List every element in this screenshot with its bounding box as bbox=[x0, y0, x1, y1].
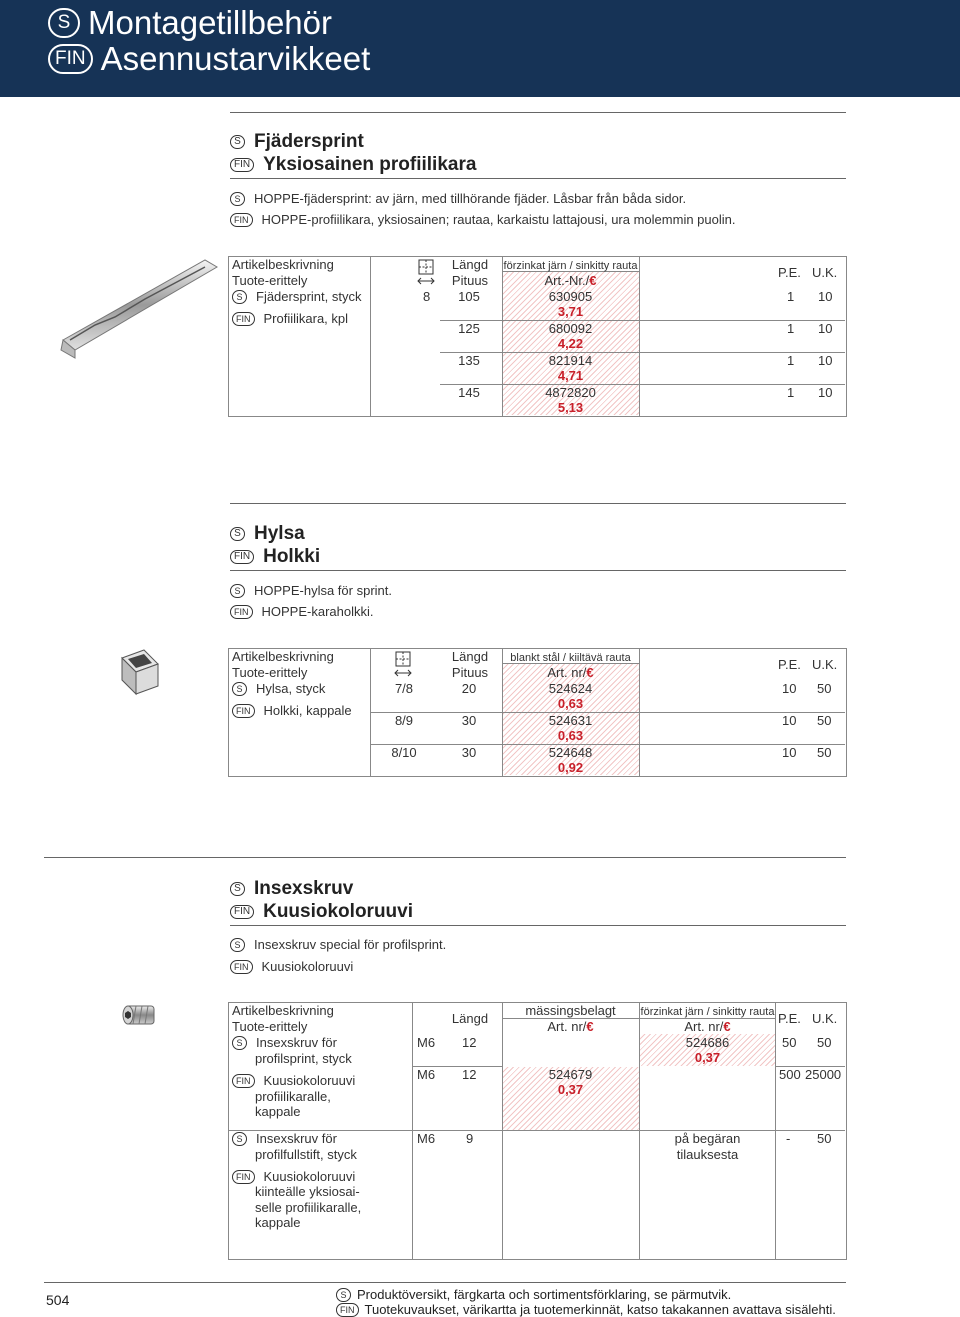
page-header bbox=[0, 0, 960, 97]
lang-badge-fin: FIN bbox=[230, 905, 254, 919]
dimension-square-icon bbox=[417, 259, 435, 287]
length-value: 105 bbox=[458, 289, 480, 304]
dimension-value: M6 bbox=[417, 1067, 436, 1082]
title-text: Yksiosainen profiilikara bbox=[263, 154, 477, 175]
euro-icon: € bbox=[723, 1019, 731, 1034]
length-value: 135 bbox=[458, 353, 480, 368]
article-number: 524631 bbox=[548, 713, 593, 728]
col-header-material: blankt stål / kiiltävä rauta bbox=[510, 652, 631, 664]
lang-badge-fin: FIN bbox=[230, 550, 254, 564]
divider bbox=[44, 857, 846, 858]
description-text: Kuusiokoloruuvi bbox=[261, 959, 354, 974]
divider bbox=[230, 178, 846, 179]
item-text: Holkki, kappale bbox=[263, 703, 352, 718]
lang-badge-s: S bbox=[230, 135, 245, 149]
divider bbox=[230, 570, 846, 571]
col-header-uk: U.K. bbox=[812, 265, 838, 280]
page-number: 504 bbox=[46, 1292, 70, 1308]
lang-badge-s: S bbox=[230, 192, 245, 206]
description-s bbox=[230, 191, 686, 207]
header-title-s bbox=[48, 4, 332, 42]
item-text: Insexskruv för bbox=[256, 1035, 337, 1050]
lang-badge-fin: FIN bbox=[230, 960, 253, 974]
dimension-value: M6 bbox=[417, 1035, 436, 1050]
lang-badge-s: S bbox=[230, 938, 245, 952]
col-header-article-fin: Tuote-erittely bbox=[232, 273, 308, 288]
description-s bbox=[230, 937, 446, 953]
dimension-square-icon bbox=[394, 651, 412, 679]
dimension-value: 8/10 bbox=[391, 745, 417, 760]
dimension-value: M6 bbox=[417, 1131, 436, 1146]
length-value: 9 bbox=[466, 1131, 474, 1146]
euro-icon: € bbox=[586, 665, 594, 680]
col-header-length-fin: Pituus bbox=[451, 665, 489, 680]
dimension-value: 8/9 bbox=[394, 713, 414, 728]
section-title-fin bbox=[230, 900, 413, 923]
price: 0,37 bbox=[557, 1082, 584, 1097]
description-fin bbox=[230, 604, 373, 620]
item-text: selle profiilikaralle, bbox=[255, 1200, 362, 1215]
dimension-value: 7/8 bbox=[394, 681, 414, 696]
sleeve-image bbox=[118, 648, 160, 696]
col-header-length: Längd bbox=[451, 649, 489, 664]
col-header-length-fin: Pituus bbox=[451, 273, 489, 288]
uk-value: 10 bbox=[818, 289, 833, 304]
col-header-artnr bbox=[502, 1019, 639, 1035]
pe-value: 1 bbox=[787, 353, 795, 368]
lang-badge-fin: FIN bbox=[232, 704, 255, 718]
col-header-pe: P.E. bbox=[778, 657, 801, 672]
title-text: Insexskruv bbox=[254, 878, 354, 899]
header-title-text: Asennustarvikkeet bbox=[100, 40, 371, 77]
item-desc-s bbox=[232, 1131, 337, 1147]
article-number: 524686 bbox=[685, 1035, 730, 1050]
dimension-value: 8 bbox=[423, 289, 431, 304]
col-header-pe: P.E. bbox=[778, 265, 801, 280]
col-header-pe: P.E. bbox=[778, 1011, 801, 1026]
item-text: profilfullstift, styck bbox=[255, 1147, 357, 1162]
article-number: 4872820 bbox=[545, 385, 596, 400]
lang-badge-fin: FIN bbox=[230, 605, 253, 619]
item-text: Hylsa, styck bbox=[256, 681, 326, 696]
item-desc-s bbox=[232, 1035, 337, 1051]
section-title-fin bbox=[230, 545, 320, 568]
pe-value: 500 bbox=[779, 1067, 801, 1082]
article-number: 630905 bbox=[548, 289, 593, 304]
lang-badge-fin: FIN bbox=[232, 312, 255, 326]
description-text: Insexskruv special för profilsprint. bbox=[254, 937, 447, 952]
item-desc-fin bbox=[232, 1073, 355, 1089]
item-text: kappale bbox=[255, 1104, 301, 1119]
price: 0,63 bbox=[557, 696, 584, 711]
description-text: HOPPE-hylsa för sprint. bbox=[254, 583, 392, 598]
uk-value: 25000 bbox=[805, 1067, 842, 1082]
section-title-s bbox=[230, 130, 364, 153]
col-header-length: Längd bbox=[451, 257, 489, 272]
footer-divider bbox=[44, 1282, 846, 1283]
footer-text: Produktöversikt, färgkarta och sortimentsförklaring, se pärmutvik. bbox=[357, 1287, 732, 1302]
price: 0,92 bbox=[557, 760, 584, 775]
uk-value: 50 bbox=[817, 681, 832, 696]
item-text: Fjädersprint, styck bbox=[256, 289, 362, 304]
article-number: 524624 bbox=[548, 681, 593, 696]
section-title-fin bbox=[230, 153, 476, 176]
item-text: Kuusiokoloruuvi bbox=[263, 1073, 356, 1088]
item-text: Kuusiokoloruuvi bbox=[263, 1169, 356, 1184]
header-title-fin bbox=[48, 40, 370, 78]
description-text: HOPPE-karaholkki. bbox=[261, 604, 374, 619]
article-number: 680092 bbox=[548, 321, 593, 336]
on-request-label-fin: tilauksesta bbox=[676, 1147, 739, 1162]
artnr-label: Art.-Nr./ bbox=[544, 273, 590, 288]
description-fin bbox=[230, 959, 353, 975]
lang-badge-fin: FIN bbox=[230, 213, 253, 227]
uk-value: 10 bbox=[818, 353, 833, 368]
pe-value: 1 bbox=[787, 289, 795, 304]
lang-badge-s: S bbox=[230, 584, 245, 598]
col-header-artnr bbox=[502, 273, 639, 289]
uk-value: 50 bbox=[817, 745, 832, 760]
description-text: HOPPE-fjädersprint: av järn, med tillhörande fjäder. Låsbar från båda sidor. bbox=[254, 191, 687, 206]
col-header-article: Artikelbeskrivning bbox=[232, 1003, 334, 1018]
on-request-label: på begäran bbox=[674, 1131, 741, 1146]
price: 4,71 bbox=[557, 368, 584, 383]
item-text: kiinteälle yksiosai- bbox=[255, 1184, 360, 1199]
lang-badge-fin: FIN bbox=[336, 1303, 359, 1317]
col-header-material: förzinkat järn / sinkitty rauta bbox=[503, 260, 638, 272]
set-screw-image bbox=[120, 1000, 160, 1030]
uk-value: 50 bbox=[817, 1035, 832, 1050]
title-text: Kuusiokoloruuvi bbox=[263, 901, 414, 922]
section-title-s bbox=[230, 522, 305, 545]
price: 3,71 bbox=[557, 304, 584, 319]
title-text: Fjädersprint bbox=[254, 131, 364, 152]
lang-badge-s: S bbox=[336, 1288, 351, 1302]
lang-badge-s: S bbox=[232, 682, 247, 696]
lang-badge-fin: FIN bbox=[48, 44, 93, 74]
col-header-article-fin: Tuote-erittely bbox=[232, 1019, 308, 1034]
col-header-uk: U.K. bbox=[812, 657, 838, 672]
spring-pin-image bbox=[55, 255, 220, 365]
item-text: Insexskruv för bbox=[256, 1131, 337, 1146]
artnr-label: Art. nr/ bbox=[684, 1019, 724, 1034]
pe-value: 10 bbox=[782, 681, 797, 696]
length-value: 145 bbox=[458, 385, 480, 400]
col-header-artnr bbox=[502, 665, 639, 681]
divider bbox=[230, 925, 846, 926]
section-title-s bbox=[230, 877, 353, 900]
divider bbox=[230, 503, 846, 504]
description-text: HOPPE-profiilikara, yksiosainen; rautaa, karkaistu lattajousi, ura molemmin puolin. bbox=[261, 212, 736, 227]
item-text: Profiilikara, kpl bbox=[263, 311, 349, 326]
lang-badge-s: S bbox=[230, 527, 245, 541]
length-value: 12 bbox=[462, 1067, 477, 1082]
col-header-article: Artikelbeskrivning bbox=[232, 257, 334, 272]
article-number: 821914 bbox=[548, 353, 593, 368]
pe-value: 50 bbox=[782, 1035, 797, 1050]
pe-value: 10 bbox=[782, 713, 797, 728]
lang-badge-s: S bbox=[230, 882, 245, 896]
artnr-label: Art. nr/ bbox=[547, 1019, 587, 1034]
price: 0,63 bbox=[557, 728, 584, 743]
item-desc-fin bbox=[232, 703, 352, 719]
col-header-material-brass: mässingsbelagt bbox=[525, 1003, 616, 1018]
item-text: profilsprint, styck bbox=[255, 1051, 352, 1066]
article-number: 524648 bbox=[548, 745, 593, 760]
price: 4,22 bbox=[557, 336, 584, 351]
length-value: 30 bbox=[461, 745, 477, 760]
lang-badge-s: S bbox=[232, 1132, 247, 1146]
item-text: profiilikaralle, bbox=[255, 1089, 331, 1104]
footer-note-s bbox=[336, 1287, 731, 1302]
artnr-label: Art. nr/ bbox=[547, 665, 587, 680]
lang-badge-s: S bbox=[232, 290, 247, 304]
pe-value: 10 bbox=[782, 745, 797, 760]
col-header-article: Artikelbeskrivning bbox=[232, 649, 334, 664]
article-number: 524679 bbox=[548, 1067, 593, 1082]
length-value: 125 bbox=[458, 321, 480, 336]
price: 5,13 bbox=[557, 400, 584, 415]
description-fin bbox=[230, 212, 735, 228]
lang-badge-s: S bbox=[48, 8, 80, 38]
item-desc-fin bbox=[232, 1169, 355, 1185]
col-header-uk: U.K. bbox=[812, 1011, 838, 1026]
uk-value: 10 bbox=[818, 321, 833, 336]
footer-note-fin bbox=[336, 1302, 836, 1317]
pe-value: 1 bbox=[787, 385, 795, 400]
uk-value: 50 bbox=[817, 713, 832, 728]
col-header-length: Längd bbox=[451, 1011, 489, 1026]
length-value: 30 bbox=[461, 713, 477, 728]
footer-text: Tuotekuvaukset, värikartta ja tuotemerkinnät, katso takakannen avattava sisälehti. bbox=[364, 1302, 836, 1317]
uk-value: 10 bbox=[818, 385, 833, 400]
item-desc-s bbox=[232, 289, 361, 305]
description-s bbox=[230, 583, 392, 599]
uk-value: 50 bbox=[817, 1131, 832, 1146]
divider bbox=[230, 112, 846, 113]
col-header-article-fin: Tuote-erittely bbox=[232, 665, 308, 680]
header-title-text: Montagetillbehör bbox=[88, 4, 332, 41]
pe-value: - bbox=[786, 1131, 791, 1146]
col-header-material-zinc: förzinkat järn / sinkitty rauta bbox=[640, 1006, 775, 1018]
lang-badge-fin: FIN bbox=[230, 158, 254, 172]
title-text: Hylsa bbox=[254, 523, 305, 544]
lang-badge-s: S bbox=[232, 1036, 247, 1050]
length-value: 12 bbox=[462, 1035, 477, 1050]
euro-icon: € bbox=[589, 273, 597, 288]
lang-badge-fin: FIN bbox=[232, 1170, 255, 1184]
item-desc-s bbox=[232, 681, 325, 697]
length-value: 20 bbox=[461, 681, 477, 696]
pe-value: 1 bbox=[787, 321, 795, 336]
title-text: Holkki bbox=[263, 546, 321, 567]
euro-icon: € bbox=[586, 1019, 594, 1034]
price: 0,37 bbox=[694, 1050, 721, 1065]
item-text: kappale bbox=[255, 1215, 301, 1230]
item-desc-fin bbox=[232, 311, 348, 327]
lang-badge-fin: FIN bbox=[232, 1074, 255, 1088]
col-header-artnr bbox=[639, 1019, 776, 1035]
